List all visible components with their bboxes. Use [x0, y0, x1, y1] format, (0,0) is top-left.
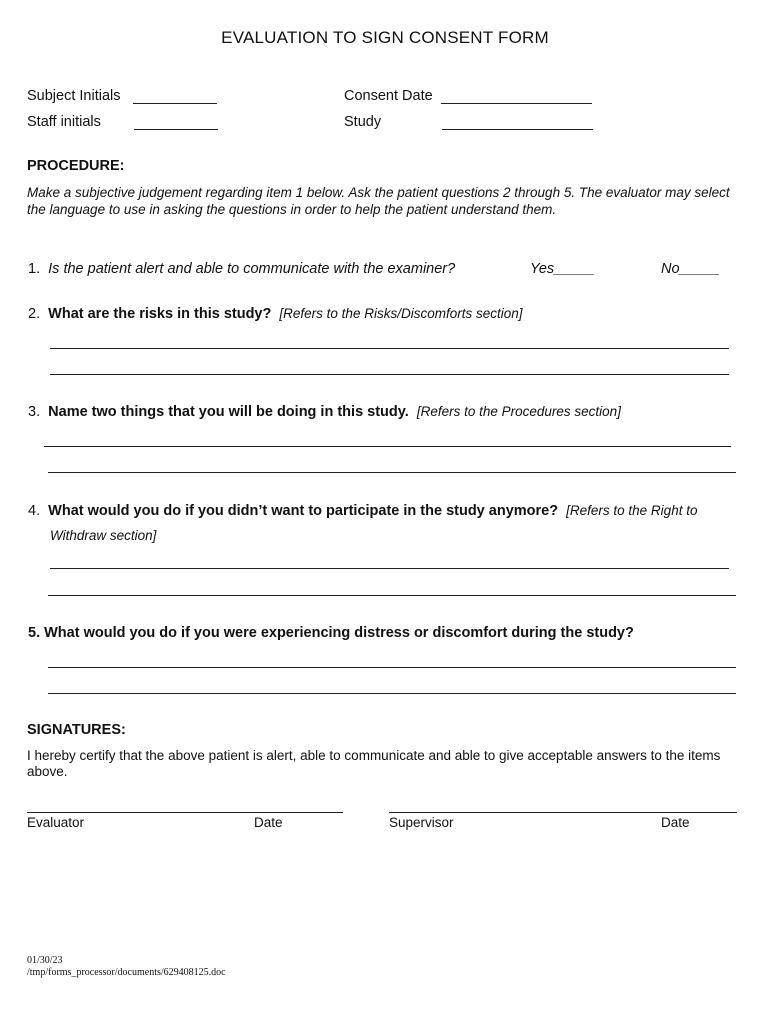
footer-date: 01/30/23: [27, 955, 63, 966]
question-number: 5.: [28, 625, 41, 641]
question-text: What would you do if you didn’t want to participate in the study anymore?: [48, 503, 559, 519]
answer-line[interactable]: [48, 667, 736, 668]
answer-line[interactable]: [50, 348, 729, 349]
question-text: Name two things that you will be doing in this study.: [48, 404, 409, 420]
question-4: [28, 503, 697, 519]
answer-line[interactable]: [50, 568, 729, 569]
consent-date-field[interactable]: [441, 103, 592, 104]
subject-initials-label: Subject Initials: [27, 88, 121, 104]
subject-initials-field[interactable]: [133, 103, 217, 104]
question-reference-continued: Withdraw section]: [50, 528, 157, 543]
signatures-heading: SIGNATURES:: [27, 722, 126, 738]
consent-date-label: Consent Date: [344, 88, 433, 104]
answer-line[interactable]: [48, 693, 736, 694]
question-number: 2.: [28, 306, 41, 322]
no-option[interactable]: No_____: [661, 261, 720, 277]
question-2: [28, 306, 522, 322]
question-reference: [Refers to the Right to: [566, 503, 698, 518]
supervisor-signature-line[interactable]: [389, 812, 737, 813]
page-title: EVALUATION TO SIGN CONSENT FORM: [221, 28, 549, 47]
question-reference: [Refers to the Procedures section]: [416, 404, 621, 419]
staff-initials-label: Staff initials: [27, 114, 101, 130]
study-label: Study: [344, 114, 382, 130]
procedure-heading: PROCEDURE:: [27, 158, 125, 174]
question-1: [28, 261, 455, 277]
evaluator-date-label: Date: [254, 815, 283, 830]
yes-option[interactable]: Yes_____: [530, 261, 595, 277]
evaluator-label: Evaluator: [27, 815, 85, 830]
question-text: Is the patient alert and able to communicate with the examiner?: [48, 261, 456, 277]
certification-text: I hereby certify that the above patient is alert, able to communicate and able to give acceptable answers to the items above.: [27, 748, 721, 779]
question-text: What are the risks in this study?: [48, 306, 272, 322]
supervisor-date-label: Date: [661, 815, 690, 830]
question-number: 3.: [28, 404, 41, 420]
study-field[interactable]: [442, 129, 593, 130]
supervisor-label: Supervisor: [389, 815, 454, 830]
question-number: 4.: [28, 503, 41, 519]
answer-line[interactable]: [44, 446, 731, 447]
question-text: What would you do if you were experiencing distress or discomfort during the study?: [44, 625, 634, 641]
answer-line[interactable]: [48, 472, 736, 473]
footer-path: /tmp/forms_processor/documents/629408125.doc: [27, 967, 226, 978]
procedure-intro: Make a subjective judgement regarding item 1 below. Ask the patient questions 2 through 5. The evaluator may select the language to use in asking the questions in order to help the patient understand them.: [27, 185, 730, 217]
answer-line[interactable]: [50, 374, 729, 375]
question-5: [28, 625, 634, 641]
question-reference: [Refers to the Risks/Discomforts section]: [279, 306, 523, 321]
question-3: [28, 404, 621, 420]
answer-line[interactable]: [48, 595, 736, 596]
staff-initials-field[interactable]: [134, 129, 218, 130]
question-number: 1.: [28, 261, 41, 277]
evaluator-signature-line[interactable]: [27, 812, 343, 813]
